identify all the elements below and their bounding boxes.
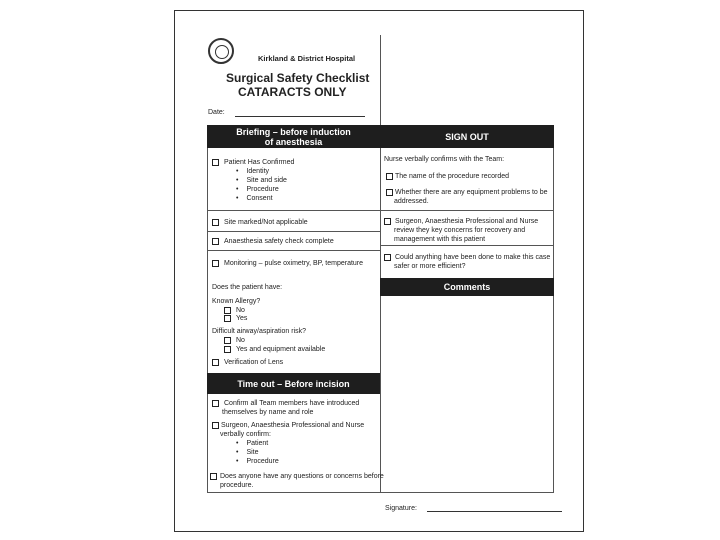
date-field[interactable] <box>235 116 365 117</box>
checkbox-icon[interactable] <box>212 260 219 267</box>
hospital-logo <box>208 38 234 64</box>
document-title: Surgical Safety Checklist <box>226 71 370 85</box>
checkbox-icon[interactable] <box>212 422 219 429</box>
verbal-item: • Patient <box>212 439 268 448</box>
checkbox-icon[interactable] <box>212 238 219 245</box>
airway-question: Difficult airway/aspiration risk? <box>212 328 307 335</box>
checkbox-icon[interactable] <box>212 359 219 366</box>
questions-item[interactable]: Does anyone have any questions or concerns before procedure. <box>210 472 385 490</box>
patient-confirmed-item[interactable]: Patient Has Confirmed <box>212 158 294 167</box>
document-subtitle: CATARACTS ONLY <box>238 85 347 99</box>
verbal-item: • Site <box>212 448 259 457</box>
review-concerns-item[interactable]: Surgeon, Anaesthesia Professional and Nurse review they key concerns for recovery and management with this patient <box>384 217 558 244</box>
team-intro-item[interactable]: Confirm all Team members have introduced themselves by name and role <box>212 399 382 417</box>
checkbox-icon[interactable] <box>210 473 217 480</box>
checkbox-icon[interactable] <box>384 218 391 225</box>
checkbox-icon[interactable] <box>224 346 231 353</box>
verbal-confirm-item[interactable]: Surgeon, Anaesthesia Professional and Nurse verbally confirm: <box>212 421 382 439</box>
confirm-item: • Consent <box>212 194 273 203</box>
sign-out-header: SIGN OUT <box>380 125 554 148</box>
checkbox-icon[interactable] <box>224 307 231 314</box>
procedure-recorded-item[interactable]: The name of the procedure recorded <box>386 172 509 181</box>
checkbox-icon[interactable] <box>212 400 219 407</box>
checkbox-icon[interactable] <box>386 173 393 180</box>
site-marked-item[interactable]: Site marked/Not applicable <box>212 218 308 227</box>
safer-item[interactable]: Could anything have been done to make this case safer or more efficient? <box>384 253 558 271</box>
confirm-item: • Site and side <box>212 176 287 185</box>
signature-field[interactable] <box>427 511 562 512</box>
confirm-item: • Procedure <box>212 185 279 194</box>
time-out-header: Time out – Before incision <box>207 373 380 394</box>
checkbox-icon[interactable] <box>224 337 231 344</box>
comments-header: Comments <box>380 278 554 296</box>
airway-no[interactable]: No <box>224 336 245 345</box>
verbal-item: • Procedure <box>212 457 279 466</box>
allergy-no[interactable]: No <box>224 306 245 315</box>
anesthesia-check-item[interactable]: Anaesthesia safety check complete <box>212 237 334 246</box>
checkbox-icon[interactable] <box>212 159 219 166</box>
allergy-yes[interactable]: Yes <box>224 314 247 323</box>
patient-question: Does the patient have: <box>212 284 283 291</box>
allergy-question: Known Allergy? <box>212 298 261 305</box>
checkbox-icon[interactable] <box>386 189 393 196</box>
lens-item[interactable]: Verification of Lens <box>212 358 283 367</box>
comments-area[interactable] <box>381 296 553 492</box>
signature-label: Signature: <box>385 505 417 512</box>
checkbox-icon[interactable] <box>212 219 219 226</box>
checkbox-icon[interactable] <box>384 254 391 261</box>
airway-yes[interactable]: Yes and equipment available <box>224 345 325 354</box>
briefing-header: Briefing – before induction of anesthesia <box>207 125 380 148</box>
date-label: Date: <box>208 109 225 116</box>
monitoring-item[interactable]: Monitoring – pulse oximetry, BP, temperature <box>212 259 363 268</box>
checkbox-icon[interactable] <box>224 315 231 322</box>
sign-out-intro: Nurse verbally confirms with the Team: <box>384 156 505 163</box>
hospital-name: Kirkland & District Hospital <box>258 54 356 63</box>
equipment-problems-item[interactable]: Whether there are any equipment problems to be addressed. <box>386 188 556 206</box>
confirm-item: • Identity <box>212 167 269 176</box>
